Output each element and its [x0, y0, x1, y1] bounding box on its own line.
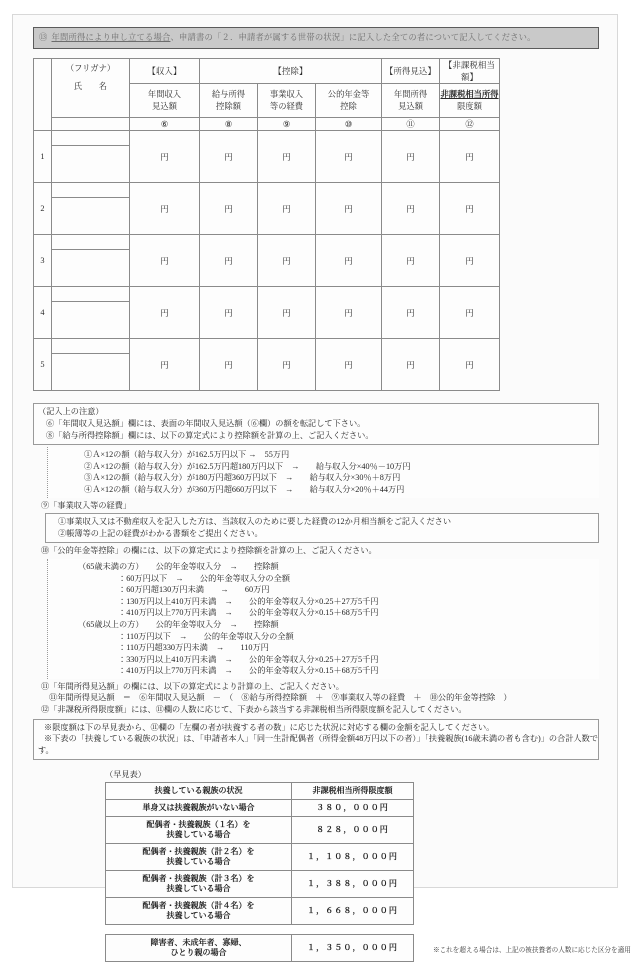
name-input-5[interactable] [52, 354, 130, 391]
pension-under65-3: ：130万円以上410万円未満 → 公的年金等収入分×0.25＋27万5千円 [118, 596, 379, 606]
table-group-header-row [34, 59, 500, 84]
formula-8-1: ①Ａ×12の額（給与収入分）が162.5万円以下 → 55万円 [84, 450, 290, 460]
col-number-6: ⑥ [130, 118, 200, 131]
income-estimate-input-1[interactable]: 円 [382, 131, 440, 183]
annual-income-input-4[interactable]: 円 [130, 287, 200, 339]
salary-deduction-input-1[interactable]: 円 [200, 131, 258, 183]
hayami-status-1-l2: 扶養している場合 [166, 830, 231, 840]
table-row [106, 800, 414, 817]
note-item-9-box [45, 513, 599, 543]
group-header-tax-exempt: 【非課税相当額】 [440, 59, 500, 84]
col-number-12: ⑫ [440, 118, 500, 131]
col-number-9: ⑨ [258, 118, 316, 131]
col-header-salary-deduction-l1: 給与所得 [211, 90, 246, 99]
business-expense-input-5[interactable]: 円 [258, 339, 316, 391]
hayami-status-4 [106, 898, 292, 925]
row-number-2: 2 [34, 183, 52, 235]
pension-over65-2: ：110万円超330万円未満 → 110万円 [118, 643, 269, 653]
row-number-3: 3 [34, 235, 52, 287]
name-input-1[interactable] [52, 146, 130, 183]
note-item-6: ⑥「年間収入見込額」欄には、表面の年間収入見込額（⑥欄）の額を転記して下さい。 [46, 419, 366, 428]
formula-8-4: ④Ａ×12の額（給与収入分）が360万円超660万円以下 → 給与収入分×20％＋44万円 [84, 484, 405, 494]
pension-under65-head: （65歳未満の方） 公的年金等収入分 → 控除額 [78, 561, 279, 571]
col-header-pension-deduction-l1: 公的年金等 [327, 90, 370, 99]
business-expense-input-3[interactable]: 円 [258, 235, 316, 287]
income-estimate-input-5[interactable]: 円 [382, 339, 440, 391]
tax-exempt-limit-input-3[interactable]: 円 [440, 235, 500, 287]
note-item-9: ⑨「事業収入等の経費」 [41, 500, 132, 510]
section-banner [33, 27, 599, 49]
col-header-annual-income-estimate-l2: 見込額 [398, 101, 423, 111]
group-header-income-estimate: 【所得見込】 [382, 59, 440, 84]
col-header-business-expense [258, 84, 316, 118]
table-row [106, 871, 414, 898]
formula-8-2: ②Ａ×12の額（給与収入分）が162.5万円超180万円以下 → 給与収入分×40％－10万円 [84, 461, 411, 471]
pension-deduction-input-4[interactable]: 円 [316, 287, 382, 339]
tax-exempt-limit-input-4[interactable]: 円 [440, 287, 500, 339]
row-number-1: 1 [34, 131, 52, 183]
col-header-business-expense-l2: 等の経費 [269, 101, 304, 111]
col-header-annual-income-estimate-l1: 年間所得 [393, 90, 428, 99]
table-row [106, 844, 414, 871]
header-name-label: 氏 名 [73, 82, 108, 91]
pension-deduction-input-5[interactable]: 円 [316, 339, 382, 391]
hayami-amount-3: １，３８８，０００円 [292, 871, 414, 898]
banner-marker: ⑬ [39, 33, 48, 42]
col-header-annual-income-l1: 年間収入 [147, 90, 182, 99]
hayami-status-3 [106, 871, 292, 898]
hayami-status-4-l2: 扶養している場合 [166, 911, 231, 921]
hayami-status-2 [106, 844, 292, 871]
name-input-4[interactable] [52, 302, 130, 339]
business-expense-input-2[interactable]: 円 [258, 183, 316, 235]
hayami-header-row [106, 783, 414, 800]
furigana-input-3[interactable] [52, 235, 130, 250]
table-row [106, 898, 414, 925]
table-row[interactable] [34, 131, 500, 146]
col-header-tax-exempt-limit-l1: 非課税相当所得 [440, 90, 499, 99]
hayami-status-2-l1: 配偶者・扶養親族（計２名）を [142, 847, 255, 857]
note-9-line-2: ②帳簿等の上記の経費がわかる書類をご提出ください。 [58, 528, 263, 538]
col-number-name [52, 118, 130, 131]
col-header-pension-deduction [316, 84, 382, 118]
annual-income-input-2[interactable]: 円 [130, 183, 200, 235]
pension-over65-3: ：330万円以上410万円未満 → 公的年金等収入分×0.25＋27万5千円 [118, 654, 379, 664]
banner-rest-text: 、申請書の「２．申請者が属する世帯の状況」に記入した全ての者について記入してください。 [170, 33, 536, 42]
notes-heading: （記入上の注意） [38, 407, 104, 416]
hayami-status-4-l1: 配偶者・扶養親族（計４名）を [142, 901, 255, 911]
col-header-salary-deduction [200, 84, 258, 118]
name-input-3[interactable] [52, 250, 130, 287]
pension-under65-1: ：60万円以下 → 公的年金等収入分の全額 [118, 573, 290, 583]
note-9-line-1: ①事業収入又は不動産収入を記入した方は、当該収入のために要した経費の12か月相当額をご記入ください [58, 517, 452, 527]
col-number-11: ⑪ [382, 118, 440, 131]
table-row[interactable] [34, 339, 500, 354]
hayami-header-amount: 非課税相当所得限度額 [292, 783, 414, 800]
tax-exempt-limit-input-2[interactable]: 円 [440, 183, 500, 235]
notes-section [33, 403, 599, 760]
hayami-status-0: 単身又は扶養親族がいない場合 [106, 800, 292, 817]
furigana-input-5[interactable] [52, 339, 130, 354]
row-number-5: 5 [34, 339, 52, 391]
note-box-6-8 [33, 403, 599, 445]
salary-deduction-input-5[interactable]: 円 [200, 339, 258, 391]
col-number-8: ⑧ [200, 118, 258, 131]
hayami-side-note: ※これを超える場合は、上記の被扶養者の人数に応じた区分を適用 [433, 947, 631, 955]
tax-exempt-limit-input-5[interactable]: 円 [440, 339, 500, 391]
col-header-salary-deduction-l2: 控除額 [216, 101, 241, 111]
hayami-section [33, 769, 631, 962]
hayami-amount-2: １，１０８，０００円 [292, 844, 414, 871]
hayami-status-1 [106, 817, 292, 844]
col-header-annual-income-l2: 見込額 [152, 101, 177, 111]
pension-deduction-input-1[interactable]: 円 [316, 131, 382, 183]
table-row[interactable] [34, 183, 500, 198]
hayami-special-status [106, 935, 292, 962]
pension-over65-head: （65歳以上の方） 公的年金等収入分 → 控除額 [78, 619, 279, 629]
note-item-10-formula-box [47, 559, 599, 679]
furigana-input-1[interactable] [52, 131, 130, 146]
asterisk-note-1: ※限度額は下の早見表から、⑪欄の「左欄の者が扶養する者の数」に応じた状況に対応する欄の金額を記入してください。 [44, 722, 495, 732]
tax-exempt-limit-input-1[interactable]: 円 [440, 131, 500, 183]
table-row [106, 817, 414, 844]
pension-under65-2: ：60万円超130万円未満 → 60万円 [118, 585, 270, 595]
form-sheet [12, 14, 631, 958]
col-header-annual-income-estimate [382, 84, 440, 118]
salary-deduction-input-2[interactable]: 円 [200, 183, 258, 235]
table-number-header-row [34, 118, 500, 131]
hayami-amount-1: ８２８，０００円 [292, 817, 414, 844]
hayami-status-3-l2: 扶養している場合 [166, 884, 231, 894]
income-entry-table [33, 58, 500, 391]
note-item-12: ⑫「非課税所得限度額」には、⑪欄の人数に応じて、下表から該当する非課税相当所得限度額を記入してください。 [41, 705, 467, 715]
header-furigana-label: （フリガナ） [65, 64, 116, 73]
col-header-business-expense-l1: 事業収入 [269, 90, 304, 99]
header-name-cell [52, 59, 130, 118]
hayami-spacer [33, 925, 599, 934]
note-item-11: ⑪「年間所得見込額」の欄には、以下の算定式により計算の上、ご記入ください。 [41, 681, 344, 691]
annual-income-input-3[interactable]: 円 [130, 235, 200, 287]
formula-8-3: ③Ａ×12の額（給与収入分）が180万円超360万円以下 → 給与収入分×30％＋8万円 [84, 473, 401, 483]
table-row[interactable] [34, 235, 500, 250]
note-item-8: ⑧「給与所得控除額」欄には、以下の算定式により控除額を計算の上、ご記入ください。 [46, 430, 374, 440]
col-header-tax-exempt-limit-l2: 限度額 [457, 101, 482, 111]
annual-income-input-5[interactable]: 円 [130, 339, 200, 391]
table-row[interactable] [34, 287, 500, 302]
pension-deduction-input-2[interactable]: 円 [316, 183, 382, 235]
income-estimate-input-3[interactable]: 円 [382, 235, 440, 287]
pension-under65-4: ：410万円以上770万円未満 → 公的年金等収入分×0.15＋68万5千円 [118, 608, 379, 618]
note-item-11-formula: ⑪年間所得見込額 ＝ ⑥年間収入見込額 － （ ⑧給与所得控除額 ＋ ⑨事業収入等の経費 ＋ ⑩公的年金等控除 ） [49, 693, 512, 703]
col-header-tax-exempt-limit [440, 84, 500, 118]
salary-deduction-input-4[interactable]: 円 [200, 287, 258, 339]
hayami-special-amount: １，３５０，０００円 [292, 935, 414, 962]
entry-table-wrapper [33, 58, 599, 391]
hayami-amount-4: １，６６８，０００円 [292, 898, 414, 925]
table-row [106, 935, 414, 962]
salary-deduction-input-3[interactable]: 円 [200, 235, 258, 287]
furigana-input-2[interactable] [52, 183, 130, 198]
furigana-input-4[interactable] [52, 287, 130, 302]
pension-over65-1: ：110万円以下 → 公的年金等収入分の全額 [118, 631, 294, 641]
group-header-deduction: 【控除】 [200, 59, 382, 84]
banner-underlined-text: 年間所得により申し立てる場合 [51, 33, 171, 42]
col-number-10: ⑩ [316, 118, 382, 131]
note-item-8-formula-box [47, 447, 599, 497]
hayami-table [105, 782, 414, 925]
hayami-label: （早見表） [105, 770, 146, 780]
pension-deduction-input-3[interactable]: 円 [316, 235, 382, 287]
income-estimate-input-4[interactable]: 円 [382, 287, 440, 339]
form-content [33, 27, 631, 962]
business-expense-input-1[interactable]: 円 [258, 131, 316, 183]
hayami-header-status: 扶養している親族の状況 [106, 783, 292, 800]
hayami-status-2-l2: 扶養している場合 [166, 857, 231, 867]
group-header-income: 【収入】 [130, 59, 200, 84]
row-number-4: 4 [34, 287, 52, 339]
hayami-special-status-l1: 障害者、未成年者、寡婦、 [150, 938, 247, 948]
col-header-annual-income [130, 84, 200, 118]
income-estimate-input-2[interactable]: 円 [382, 183, 440, 235]
hayami-amount-0: ３８０，０００円 [292, 800, 414, 817]
asterisk-note-2: ※下表の「扶養している親族の状況」は、「申請者本人」「同一生計配偶者（所得金額48万円以下の者）」「扶養親族(16歳未満の者も含む)」の合計人数で [44, 734, 598, 744]
business-expense-input-4[interactable]: 円 [258, 287, 316, 339]
hayami-status-1-l1: 配偶者・扶養親族（１名）を [146, 820, 251, 830]
asterisk-note-2-cont: す。 [38, 745, 54, 755]
note-asterisk-box [33, 719, 599, 761]
pension-over65-4: ：410万円以上770万円未満 → 公的年金等収入分×0.15＋68万5千円 [118, 666, 379, 676]
name-input-2[interactable] [52, 198, 130, 235]
col-header-pension-deduction-l2: 控除 [340, 101, 357, 111]
hayami-special-table [105, 934, 414, 962]
hayami-status-3-l1: 配偶者・扶養親族（計３名）を [142, 874, 255, 884]
annual-income-input-1[interactable]: 円 [130, 131, 200, 183]
note-item-10: ⑩「公的年金等控除」の欄には、以下の算定式により控除額を計算の上、ご記入ください。 [41, 546, 377, 556]
hayami-special-status-l2: ひとり親の場合 [170, 948, 227, 958]
